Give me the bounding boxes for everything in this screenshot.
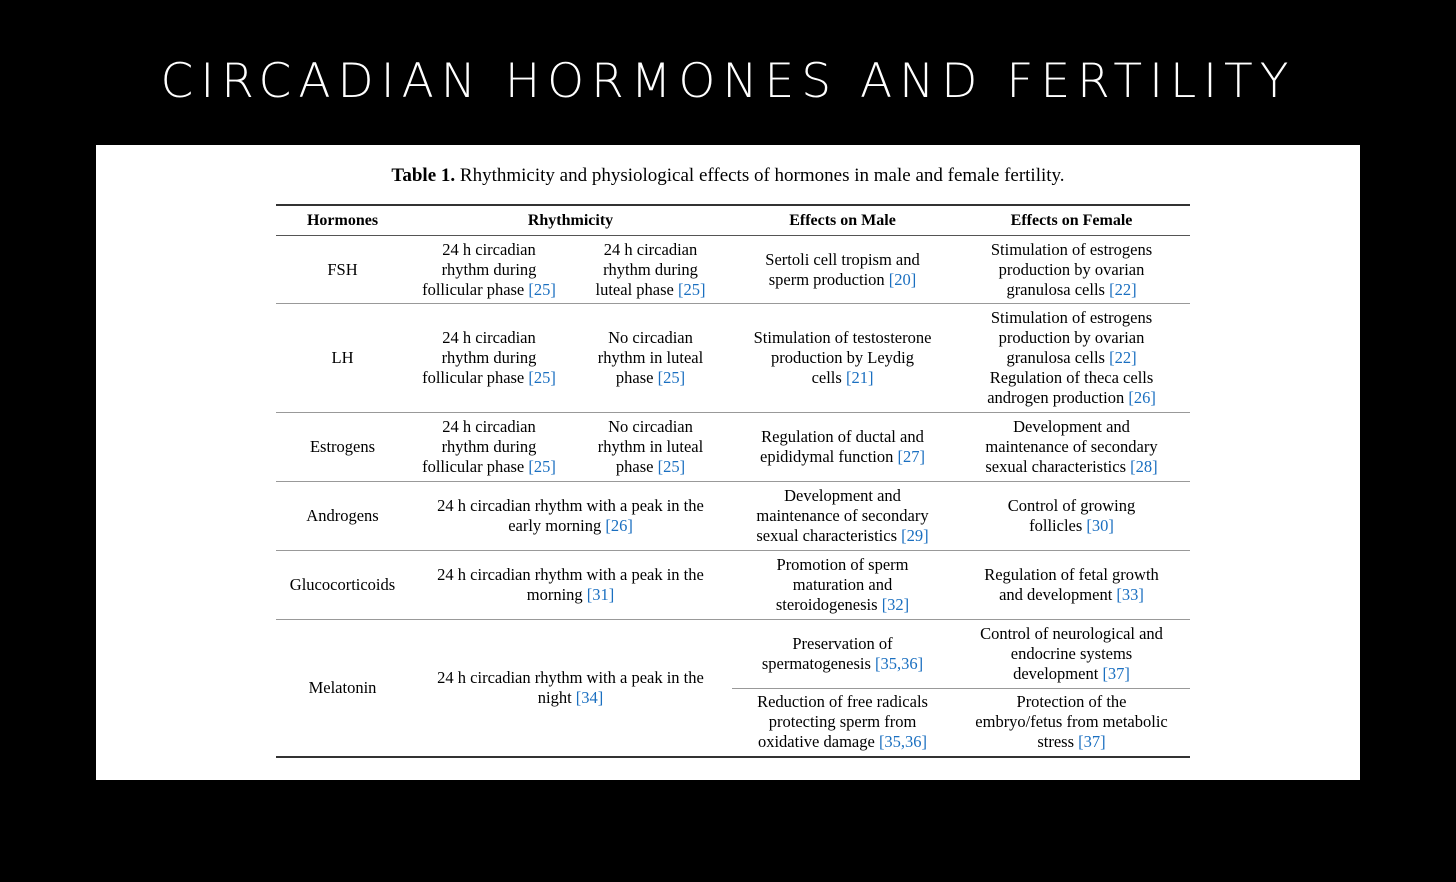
reference-link[interactable]: [25] bbox=[677, 279, 706, 299]
reference-link[interactable]: [26] bbox=[1128, 388, 1156, 407]
reference-link[interactable]: [26] bbox=[605, 516, 633, 535]
female-effect-cell bbox=[953, 482, 1190, 551]
female-effect-cell bbox=[953, 413, 1190, 482]
rhythm-text: No circadian rhythm in luteal phase bbox=[597, 417, 704, 476]
rhythm-cell bbox=[409, 236, 569, 304]
reference-link[interactable]: [37] bbox=[1102, 664, 1130, 683]
female-effect-text: Development and maintenance of secondary sexual characteristics bbox=[985, 417, 1158, 476]
rhythm-cell bbox=[409, 482, 732, 551]
rhythm-text: 24 h circadian rhythm with a peak in the morning bbox=[437, 565, 704, 604]
table-row-fsh bbox=[276, 236, 1190, 304]
table-row-androgens bbox=[276, 482, 1190, 551]
table-caption bbox=[96, 165, 1360, 187]
table-row-estrogens bbox=[276, 413, 1190, 482]
male-effect-text: Preservation of spermatogenesis bbox=[761, 634, 893, 673]
rhythm-text: No circadian rhythm in luteal phase bbox=[597, 328, 704, 387]
reference-link[interactable]: [25] bbox=[657, 368, 686, 387]
rhythm-cell bbox=[409, 620, 732, 757]
reference-link[interactable]: [34] bbox=[575, 687, 604, 707]
reference-link[interactable]: [28] bbox=[1130, 457, 1158, 476]
caption-label: Table 1. bbox=[391, 165, 456, 186]
male-effect-text: Stimulation of testosterone production by Leydig cells bbox=[753, 328, 932, 387]
reference-link[interactable]: [25] bbox=[528, 457, 556, 476]
male-effect-cell bbox=[732, 413, 953, 482]
rhythm-cell bbox=[409, 413, 569, 482]
rhythm-cell bbox=[409, 304, 569, 413]
rhythm-text: 24 h circadian rhythm during luteal phase bbox=[595, 239, 698, 299]
female-effect-text: Protection of the embryo/fetus from metabolic stress bbox=[975, 692, 1168, 752]
reference-link[interactable]: [30] bbox=[1086, 516, 1114, 535]
female-effect-text: Regulation of fetal growth and development bbox=[984, 565, 1159, 604]
reference-link[interactable]: [21] bbox=[845, 368, 874, 387]
reference-link[interactable]: [25] bbox=[657, 457, 686, 476]
female-effect-text: Control of growing follicles bbox=[1007, 496, 1136, 535]
male-effect-text: Promotion of sperm maturation and steroidogenesis bbox=[775, 555, 909, 614]
reference-link[interactable]: [32] bbox=[881, 595, 910, 614]
female-effect-text: Stimulation of estrogens production by ovarian granulosa cells bbox=[990, 308, 1153, 367]
table-row-melatonin bbox=[276, 620, 1190, 689]
hormone-cell: Estrogens bbox=[276, 413, 409, 482]
rhythm-text: 24 h circadian rhythm with a peak in the night bbox=[437, 667, 704, 707]
female-effect-text: Regulation of theca cells androgen production bbox=[987, 368, 1154, 407]
reference-link[interactable]: [35,36] bbox=[875, 654, 924, 673]
female-effect-cell bbox=[953, 304, 1190, 413]
reference-link[interactable]: [35,36] bbox=[878, 732, 928, 752]
hormone-cell: Melatonin bbox=[308, 677, 377, 697]
reference-link[interactable]: [20] bbox=[888, 269, 917, 289]
reference-link[interactable]: [29] bbox=[901, 526, 929, 545]
female-effect-cell bbox=[953, 236, 1190, 304]
rhythm-cell bbox=[409, 551, 732, 620]
female-effect-text: Control of neurological and endocrine systems development bbox=[980, 624, 1163, 683]
hormones-table bbox=[276, 204, 1190, 758]
hormone-cell: FSH bbox=[276, 236, 409, 304]
rhythm-cell bbox=[569, 304, 732, 413]
male-effect-text: Development and maintenance of secondary sexual characteristics bbox=[756, 486, 929, 545]
table-row-lh bbox=[276, 304, 1190, 413]
header-effects-male: Effects on Male bbox=[732, 205, 953, 236]
female-effect-text: Stimulation of estrogens production by ovarian granulosa cells bbox=[990, 239, 1153, 299]
rhythm-text: 24 h circadian rhythm with a peak in the early morning bbox=[437, 496, 704, 535]
hormone-cell: Glucocorticoids bbox=[276, 551, 409, 620]
rhythm-text: 24 h circadian rhythm during follicular phase bbox=[422, 328, 537, 387]
rhythm-text: 24 h circadian rhythm during follicular phase bbox=[422, 417, 537, 476]
reference-link[interactable]: [31] bbox=[586, 585, 615, 604]
reference-link[interactable]: [27] bbox=[897, 447, 925, 466]
reference-link[interactable]: [37] bbox=[1078, 732, 1106, 752]
reference-link[interactable]: [33] bbox=[1116, 585, 1144, 604]
rhythm-cell bbox=[569, 413, 732, 482]
header-row bbox=[276, 205, 1190, 236]
reference-link[interactable]: [22] bbox=[1109, 279, 1137, 299]
reference-link[interactable]: [25] bbox=[528, 368, 556, 387]
reference-link[interactable]: [25] bbox=[528, 279, 556, 299]
slide-title: CIRCADIAN HORMONES AND FERTILITY bbox=[160, 54, 1296, 109]
male-effect-cell bbox=[732, 689, 953, 757]
male-effect-text: Regulation of ductal and epididymal function bbox=[760, 427, 924, 466]
hormone-cell: LH bbox=[276, 304, 409, 413]
header-rhythmicity: Rhythmicity bbox=[409, 205, 732, 236]
rhythm-text: 24 h circadian rhythm during follicular phase bbox=[422, 239, 537, 299]
male-effect-cell bbox=[732, 620, 953, 689]
header-hormones: Hormones bbox=[276, 205, 409, 236]
female-effect-cell bbox=[953, 620, 1190, 689]
male-effect-cell bbox=[732, 482, 953, 551]
header-effects-female: Effects on Female bbox=[953, 205, 1190, 236]
hormone-cell: Androgens bbox=[276, 482, 409, 551]
reference-link[interactable]: [22] bbox=[1109, 348, 1137, 367]
male-effect-text: Sertoli cell tropism and sperm production bbox=[765, 249, 920, 289]
female-effect-cell bbox=[953, 689, 1190, 757]
table-panel bbox=[96, 145, 1360, 780]
caption-text: Rhythmicity and physiological effects of hormones in male and female fertility. bbox=[455, 165, 1065, 186]
female-effect-cell bbox=[953, 551, 1190, 620]
male-effect-cell bbox=[732, 551, 953, 620]
male-effect-cell bbox=[732, 304, 953, 413]
rhythm-cell bbox=[569, 236, 732, 304]
table-row-glucocorticoids bbox=[276, 551, 1190, 620]
male-effect-text: Reduction of free radicals protecting sperm from oxidative damage bbox=[757, 692, 928, 752]
male-effect-cell bbox=[732, 236, 953, 304]
